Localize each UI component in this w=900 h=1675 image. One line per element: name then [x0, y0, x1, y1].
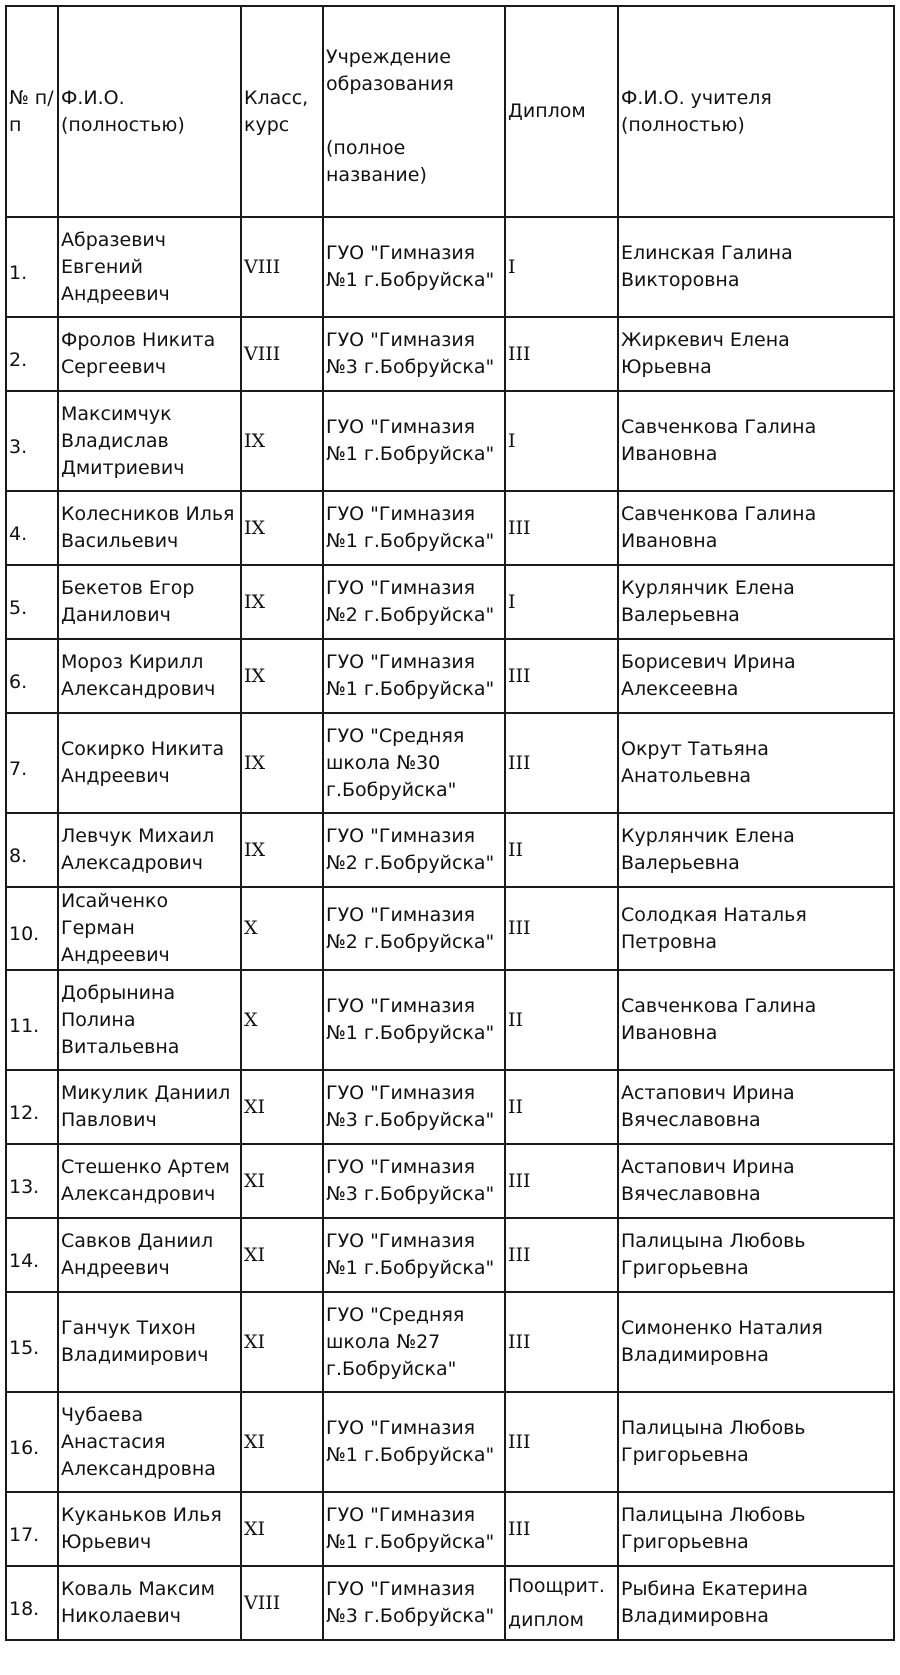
- cell-class: IX: [241, 813, 323, 887]
- cell-institution: ГУО "Гимназия №2 г.Бобруйска": [323, 813, 505, 887]
- cell-teacher-name: Савченкова Галина Ивановна: [618, 491, 894, 565]
- cell-student-name: Добрынина Полина Витальевна: [58, 970, 241, 1070]
- cell-teacher-name: Рыбина Екатерина Владимировна: [618, 1566, 894, 1640]
- cell-number: 12.: [6, 1070, 58, 1144]
- cell-diploma: III: [505, 1218, 618, 1292]
- cell-teacher-name: Курлянчик Елена Валерьевна: [618, 813, 894, 887]
- cell-student-name: Мороз Кирилл Александрович: [58, 639, 241, 713]
- table-row: [6, 217, 894, 317]
- cell-diploma: II: [505, 813, 618, 887]
- cell-student-name: Ганчук Тихон Владимирович: [58, 1292, 241, 1392]
- cell-institution: ГУО "Средняя школа №30 г.Бобруйска": [323, 713, 505, 813]
- cell-diploma: I: [505, 565, 618, 639]
- cell-institution: ГУО "Гимназия №1 г.Бобруйска": [323, 1492, 505, 1566]
- cell-class: IX: [241, 639, 323, 713]
- cell-teacher-name: Борисевич Ирина Алексеевна: [618, 639, 894, 713]
- cell-number: 3.: [6, 391, 58, 491]
- cell-teacher-name: Савченкова Галина Ивановна: [618, 970, 894, 1070]
- cell-student-name: Абразевич Евгений Андреевич: [58, 217, 241, 317]
- cell-class: X: [241, 887, 323, 970]
- cell-diploma: II: [505, 1070, 618, 1144]
- table-row: [6, 491, 894, 565]
- cell-institution: ГУО "Гимназия №3 г.Бобруйска": [323, 1144, 505, 1218]
- cell-class: XI: [241, 1070, 323, 1144]
- table-body: [6, 217, 894, 1640]
- cell-number: 6.: [6, 639, 58, 713]
- cell-number: 13.: [6, 1144, 58, 1218]
- cell-class: XI: [241, 1218, 323, 1292]
- table-row: [6, 1392, 894, 1492]
- cell-class: VIII: [241, 1566, 323, 1640]
- cell-teacher-name: Елинская Галина Викторовна: [618, 217, 894, 317]
- cell-student-name: Стешенко Артем Александрович: [58, 1144, 241, 1218]
- header-class: Класс, курс: [241, 6, 323, 217]
- cell-institution: ГУО "Гимназия №1 г.Бобруйска": [323, 1392, 505, 1492]
- cell-teacher-name: Солодкая Наталья Петровна: [618, 887, 894, 970]
- table-row: [6, 317, 894, 391]
- cell-number: 5.: [6, 565, 58, 639]
- header-diploma: Диплом: [505, 6, 618, 217]
- table-row: [6, 639, 894, 713]
- header-full-name: Ф.И.О. (полностью): [58, 6, 241, 217]
- results-table: [5, 5, 895, 1641]
- table-row: [6, 1218, 894, 1292]
- cell-diploma: III: [505, 639, 618, 713]
- cell-number: 8.: [6, 813, 58, 887]
- cell-diploma: III: [505, 1392, 618, 1492]
- cell-institution: ГУО "Гимназия №1 г.Бобруйска": [323, 491, 505, 565]
- cell-teacher-name: Курлянчик Елена Валерьевна: [618, 565, 894, 639]
- cell-class: IX: [241, 713, 323, 813]
- cell-institution: ГУО "Средняя школа №27 г.Бобруйска": [323, 1292, 505, 1392]
- cell-diploma: I: [505, 217, 618, 317]
- table-row: [6, 1144, 894, 1218]
- table-row: [6, 1292, 894, 1392]
- cell-class: IX: [241, 565, 323, 639]
- cell-student-name: Фролов Никита Сергеевич: [58, 317, 241, 391]
- cell-teacher-name: Окрут Татьяна Анатольевна: [618, 713, 894, 813]
- cell-teacher-name: Жиркевич Елена Юрьевна: [618, 317, 894, 391]
- cell-class: XI: [241, 1144, 323, 1218]
- table-row: [6, 391, 894, 491]
- cell-class: X: [241, 970, 323, 1070]
- table-row: [6, 565, 894, 639]
- cell-number: 15.: [6, 1292, 58, 1392]
- cell-institution: ГУО "Гимназия №3 г.Бобруйска": [323, 1566, 505, 1640]
- table-row: [6, 887, 894, 970]
- cell-diploma: III: [505, 713, 618, 813]
- cell-student-name: Чубаева Анастасия Александровна: [58, 1392, 241, 1492]
- cell-class: XI: [241, 1392, 323, 1492]
- table-row: [6, 970, 894, 1070]
- cell-student-name: Бекетов Егор Данилович: [58, 565, 241, 639]
- cell-student-name: Левчук Михаил Алексадрович: [58, 813, 241, 887]
- cell-number: 10.: [6, 887, 58, 970]
- cell-teacher-name: Палицына Любовь Григорьевна: [618, 1392, 894, 1492]
- header-teacher: Ф.И.О. учителя (полностью): [618, 6, 894, 217]
- cell-teacher-name: Астапович Ирина Вячеславовна: [618, 1070, 894, 1144]
- cell-class: VIII: [241, 317, 323, 391]
- cell-diploma: III: [505, 1492, 618, 1566]
- cell-institution: ГУО "Гимназия №3 г.Бобруйска": [323, 317, 505, 391]
- cell-teacher-name: Савченкова Галина Ивановна: [618, 391, 894, 491]
- cell-institution: ГУО "Гимназия №1 г.Бобруйска": [323, 639, 505, 713]
- header-institution: [323, 6, 505, 217]
- cell-diploma: III: [505, 1292, 618, 1392]
- cell-institution: ГУО "Гимназия №1 г.Бобруйска": [323, 391, 505, 491]
- table-row: [6, 1070, 894, 1144]
- cell-class: IX: [241, 491, 323, 565]
- table-row: [6, 713, 894, 813]
- cell-institution: ГУО "Гимназия №1 г.Бобруйска": [323, 1218, 505, 1292]
- cell-diploma: III: [505, 491, 618, 565]
- cell-student-name: Коваль Максим Николаевич: [58, 1566, 241, 1640]
- cell-student-name: Максимчук Владислав Дмитриевич: [58, 391, 241, 491]
- cell-diploma: I: [505, 391, 618, 491]
- cell-institution: ГУО "Гимназия №2 г.Бобруйска": [323, 565, 505, 639]
- header-institution-line2: (полное название): [326, 137, 427, 186]
- cell-teacher-name: Палицына Любовь Григорьевна: [618, 1218, 894, 1292]
- cell-number: 11.: [6, 970, 58, 1070]
- header-number: № п/ п: [6, 6, 58, 217]
- cell-teacher-name: Палицына Любовь Григорьевна: [618, 1492, 894, 1566]
- cell-diploma: Поощрит. диплом: [505, 1566, 618, 1640]
- header-institution-line1: Учреждение образования: [326, 46, 454, 95]
- cell-number: 14.: [6, 1218, 58, 1292]
- cell-class: XI: [241, 1292, 323, 1392]
- table-row: [6, 1492, 894, 1566]
- cell-teacher-name: Астапович Ирина Вячеславовна: [618, 1144, 894, 1218]
- cell-class: VIII: [241, 217, 323, 317]
- cell-diploma: III: [505, 1144, 618, 1218]
- cell-class: XI: [241, 1492, 323, 1566]
- cell-student-name: Исайченко Герман Андреевич: [58, 887, 241, 970]
- cell-class: IX: [241, 391, 323, 491]
- cell-diploma: III: [505, 887, 618, 970]
- cell-number: 1.: [6, 217, 58, 317]
- cell-number: 16.: [6, 1392, 58, 1492]
- cell-student-name: Куканьков Илья Юрьевич: [58, 1492, 241, 1566]
- cell-institution: ГУО "Гимназия №3 г.Бобруйска": [323, 1070, 505, 1144]
- cell-number: 17.: [6, 1492, 58, 1566]
- cell-number: 7.: [6, 713, 58, 813]
- cell-number: 2.: [6, 317, 58, 391]
- cell-diploma: III: [505, 317, 618, 391]
- cell-number: 18.: [6, 1566, 58, 1640]
- cell-student-name: Савков Даниил Андреевич: [58, 1218, 241, 1292]
- cell-student-name: Сокирко Никита Андреевич: [58, 713, 241, 813]
- cell-student-name: Колесников Илья Васильевич: [58, 491, 241, 565]
- cell-number: 4.: [6, 491, 58, 565]
- table-row: [6, 813, 894, 887]
- table-row: [6, 1566, 894, 1640]
- cell-institution: ГУО "Гимназия №2 г.Бобруйска": [323, 887, 505, 970]
- cell-teacher-name: Симоненко Наталия Владимировна: [618, 1292, 894, 1392]
- cell-institution: ГУО "Гимназия №1 г.Бобруйска": [323, 217, 505, 317]
- cell-diploma: II: [505, 970, 618, 1070]
- cell-institution: ГУО "Гимназия №1 г.Бобруйска": [323, 970, 505, 1070]
- table-header-row: [6, 6, 894, 217]
- cell-student-name: Микулик Даниил Павлович: [58, 1070, 241, 1144]
